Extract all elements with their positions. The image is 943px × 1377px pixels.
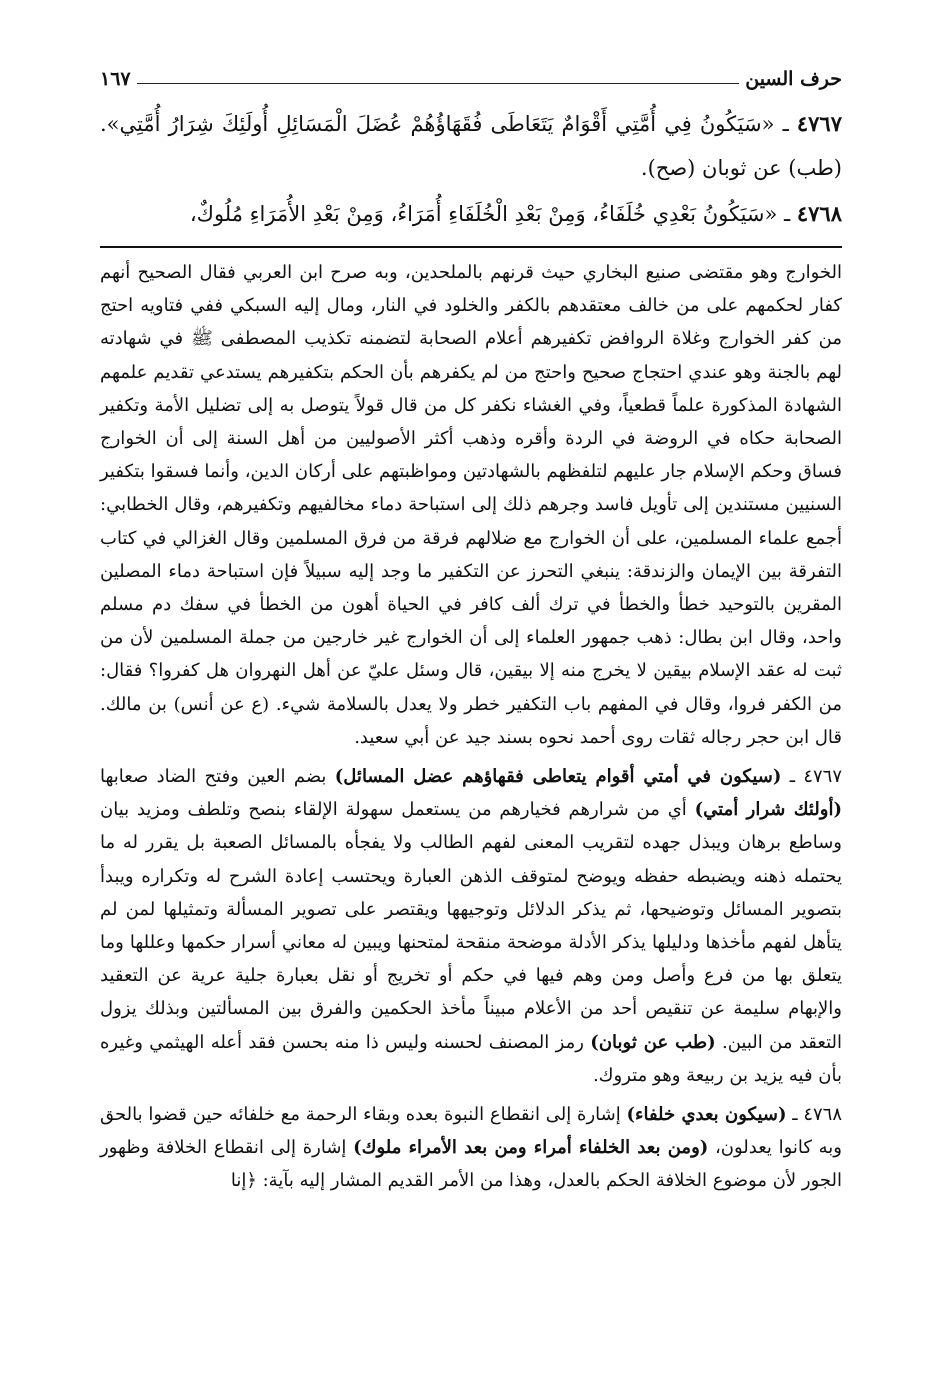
commentary-number: ٤٧٦٧ [803,766,842,788]
commentary-continuation: الخوارج وهو مقتضى صنيع البخاري حيث قرنهم بالملحدين، وبه صرح ابن العربي فقال الصحيح أنهم كفار لحكمهم على من خالف معتقدهم بالكفر والخلود في النار، ومال إليه السبكي ففي فتاويه احتج من كفر الخوارج وغلاة الروافض تكفيرهم أعلام الصحابة لتضمنه تكذيب المصطفى ﷺ في شهادته لهم بالجنة وهو عندي احتجاج صحيح واحتج من لم يكفرهم بأن الحكم بتكفيرهم يستدعي تقديم علمهم الشهادة المذكورة علماً قطعياً، وفي الغشاء نكفر كل من قال قولاً يتوصل به إلى تضليل الأمة وتكفير الصحابة حكاه في الروضة في الردة وأقره وذهب أكثر الأصوليين من أهل السنة إلى أن الخوارج فساق وحكم الإسلام جار عليهم لتلفظهم بالشهادتين ومواظبتهم على أركان الدين، وأنما فسقوا بتكفير السنيين مستندين إلى تأويل فاسد وجرهم ذلك إلى استباحة دماء مخالفيهم وتكفيرهم، وقال الخطابي: أجمع علماء المسلمين، على أن الخوارج مع ضلالهم فرقة من فرق المسلمين وقال الغزالي في كتاب التفرقة بين الإيمان والزندقة: ينبغي التحرز عن التكفير ما وجد إليه سبيلاً فإن استباحة دماء المصلين المقرين بالتوحيد خطأ والخطأ في ترك ألف كافر في الحياة أهون من الخطأ في سفك دم مسلم واحد، وقال ابن بطال: ذهب جمهور العلماء إلى أن الخوارج غير خارجين من جملة المسلمين لأن من ثبت له عقد الإسلام بيقين لا يخرج منه إلا بيقين، قال وسئل عليّ عن أهل النهروان هل كفروا؟ فقال: من الكفر فروا، وقال في المفهم باب التكفير خطر ولا يعدل بالسلامة شيء. (ع عن أنس) بن مالك. قال ابن حجر رجاله ثقات روى أحمد نحوه بسند جيد عن أبي سعيد. [100,262,843,748]
hadith-dash: ـ [777,202,791,226]
commentary-dash: ـ [781,766,804,788]
chapter-title: حرف السين [745,68,842,90]
hadith-number: ٤٧٦٨ [796,201,842,226]
hadith-dash: ـ [774,112,789,136]
hadith-entry [100,102,842,190]
commentary-dash: ـ [786,1104,804,1126]
page-number: ١٦٧ [100,68,131,90]
commentary-quote: (ومن بعد الخلفاء أمراء ومن بعد الأمراء ملوك) [353,1137,709,1159]
commentary-text: أي من شرارهم فخيارهم من يستعمل سهولة الإلقاء بنصح وتلطف ومزيد بيان وساطع برهان ويبذل جهده لتقريب المعنى لفهم الطالب ولا يفجأه بالمسائل الصعبة بل يقرر له ما يحتمله ذهنه ويضبطه حفظه ويوضح لمتوقف الذهن العبارة ويحتسب إعادة الشرح له وتكراره ويبدأ بتصوير المسائل وتوضيحها، ثم يذكر الدلائل وتوجيهها ويقتصر على تصوير المسألة وتمثيلها لمن لم يتأهل لفهم مأخذها ودليلها يذكر الأدلة موضحة منقحة لمتحنها ويبين له معاني أسرار حكمها وعللها وما يتعلق بها من فرع وأصل ومن وهم فيها في حكم أو تخريج أو نقل بعبارة جلية عرية عن التعقيد والإبهام سليمة عن تنقيص أحد من الأعلام مبيناً مأخذ الحكمين والفرق بين المسألتين وبذلك يزول التعقد من البين. [100,799,843,1053]
hadith-number: ٤٧٦٧ [796,111,842,136]
commentary-quote: (سيكون في أمتي أقوام يتعاطى فقهاؤهم عضل المسائل) [334,766,782,788]
header-rule [137,83,740,84]
commentary-text: رمز المصنف لحسنه وليس ذا منه بحسن فقد أعله الهيثمي وغيره بأن فيه يزيد بن ربيعة وهو متروك. [100,1031,842,1086]
commentary-entry [100,760,842,1092]
commentary-text: بضم العين وفتح الضاد صعابها [100,766,335,788]
hadith-entry [100,192,842,236]
commentary-section [100,256,842,1198]
hadith-text: «سَيَكُونُ بَعْدِي خُلَفَاءُ، وَمِنْ بَعْدِ الْخُلَفَاءِ أُمَرَاءُ، وَمِنْ بَعْدِ الأُمَرَاءِ مُلُوكٌ، [189,202,778,226]
commentary-source: (طب عن ثوبان) [590,1031,716,1053]
book-page [100,60,842,1204]
commentary-number: ٤٧٦٨ [803,1104,842,1126]
section-divider [100,246,842,248]
hadith-text: «سَيَكُونُ فِي أُمَّتِي أَقْوَامٌ يَتَعَاطَى فُقَهَاؤُهُمْ عُضَلَ الْمَسَائِلِ أُولَئِكَ شِرَارُ أُمَّتِي». (طب) عن ثوبان (صح). [100,112,842,180]
commentary-text: إشارة إلى انقطاع الخلافة وظهور الجور لأن موضوع الخلافة الحكم بالعدل، وهذا من الأمر القديم المشار إليه بآية: ﴿إنا [100,1137,842,1192]
running-header [100,60,842,90]
hadith-text-section [100,102,842,236]
commentary-text: إشارة إلى انقطاع النبوة بعده وبقاء الرحمة مع خلفائه حين قضوا بالحق وبه كانوا يعدلون، [100,1104,842,1159]
commentary-quote: (أولئك شرار أمتي) [694,799,843,821]
commentary-entry [100,1098,842,1198]
commentary-quote: (سيكون بعدي خلفاء) [626,1104,787,1126]
